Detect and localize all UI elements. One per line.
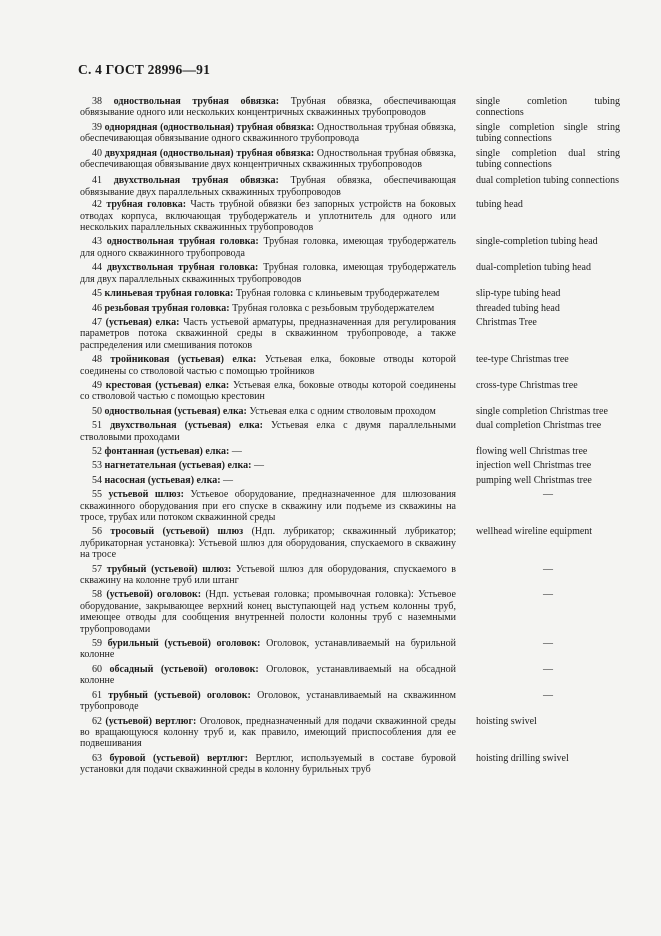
term-name: фонтанная (устьевая) елка: xyxy=(104,445,230,457)
term-text: Устьевая елка с одним стволовым проходом xyxy=(246,405,436,417)
term-text: Устьевой шлюз для оборудования, спускаемого в скважину на колонне труб или штанг xyxy=(80,563,456,587)
term-entry xyxy=(80,317,620,351)
term-entry xyxy=(80,638,620,661)
term-definition xyxy=(80,96,456,119)
term-text: Вертлюг, используемый в составе буровой установки для подачи скважинной среды в колонну бурильных труб xyxy=(80,752,456,776)
term-name: буровой (устьевой) вертлюг: xyxy=(109,752,249,764)
term-name: двухствольная трубная головка: xyxy=(106,262,259,274)
term-definition xyxy=(80,589,456,635)
term-entry xyxy=(80,148,620,171)
term-english: Christmas Tree xyxy=(476,316,537,328)
term-definition xyxy=(80,420,456,443)
term-definition xyxy=(80,638,456,661)
term-text: Оголовок, устанавливаемый на скважинном трубопроводе xyxy=(80,689,456,713)
term-definition xyxy=(80,122,456,145)
term-text: (Ндп. устьевая головка; промывочная головка): Устьевое оборудование, закрывающее верхний конец выступающей над устьем колонны труб, имеющее отводы для сообщения внутренней полости колонны труб с наземными трубопроводами xyxy=(80,589,456,635)
term-english: cross-type Christmas tree xyxy=(476,379,578,391)
term-entry xyxy=(80,303,620,314)
term-definition xyxy=(80,716,456,750)
term-name: (устьевой) вертлюг: xyxy=(105,715,197,727)
term-number: 56 xyxy=(92,526,111,538)
term-definition xyxy=(80,317,456,351)
term-entry xyxy=(80,96,620,119)
term-number: 45 xyxy=(92,288,105,300)
term-english: — xyxy=(543,589,553,601)
term-definition xyxy=(80,303,456,314)
term-english: tubing head xyxy=(476,199,523,211)
term-english: slip-type tubing head xyxy=(476,288,561,300)
term-definition xyxy=(80,475,456,486)
term-definition xyxy=(80,199,456,233)
term-number: 50 xyxy=(92,405,105,417)
term-name: (устьевая) елка: xyxy=(105,316,180,328)
term-definition xyxy=(80,664,456,687)
term-definition xyxy=(80,446,456,457)
term-entry xyxy=(80,380,620,403)
term-entry xyxy=(80,288,620,299)
term-text: Устьевое оборудование, предназначенное для шлюзования скважинного оборудования при его спуске в скважину или подъеме из скважины на тросе, трубах или потоком скважинной среды xyxy=(80,489,457,523)
term-name: устьевой шлюз: xyxy=(108,489,184,501)
term-english: single completion Christmas tree xyxy=(476,405,608,417)
term-english: dual completion tubing connections xyxy=(476,175,620,187)
term-name: (устьевой) оголовок: xyxy=(106,589,202,601)
term-number: 61 xyxy=(92,689,109,701)
term-definition xyxy=(80,460,456,471)
term-entry xyxy=(80,199,620,233)
term-entry xyxy=(80,175,620,198)
term-number: 51 xyxy=(92,420,111,432)
term-number: 63 xyxy=(92,752,110,764)
term-english: hoisting drilling swivel xyxy=(476,752,569,764)
term-text: Устьевая елка с двумя параллельными стволовыми проходами xyxy=(80,420,456,443)
term-text: Трубная головка с резьбовым трубодержателем xyxy=(229,302,435,314)
term-english: injection well Christmas tree xyxy=(476,460,592,472)
term-text: Устьевая елка, боковые отводы которой соединены со стволовой частью с помощью тройников xyxy=(80,354,456,377)
term-text: Часть устьевой арматуры, предназначенная для регулирования параметров потока скважинной среды в скважинном трубопроводе, а также распределения или смешивания потоков xyxy=(80,316,457,351)
term-name: крестовая (устьевая) елка: xyxy=(105,379,230,391)
term-number: 62 xyxy=(92,715,106,727)
term-entry xyxy=(80,460,620,471)
term-text: Оголовок, предназначенный для подачи скважинной среды во вращающуюся колонну труб и, как правило, имеющий приспособления для ее подвешивания xyxy=(80,715,457,750)
term-english: — xyxy=(543,689,553,701)
term-name: одноствольная трубная головка: xyxy=(106,236,259,248)
term-number: 44 xyxy=(92,262,107,274)
term-entry xyxy=(80,420,620,443)
term-number: 40 xyxy=(92,147,105,159)
term-definition xyxy=(80,288,456,299)
term-number: 60 xyxy=(92,663,110,675)
term-english: tee-type Christmas tree xyxy=(476,354,569,366)
term-english: hoisting swivel xyxy=(476,715,537,727)
term-definition xyxy=(80,175,456,198)
term-number: 46 xyxy=(92,302,105,314)
term-name: клиньевая трубная головка: xyxy=(104,288,234,300)
term-english: — xyxy=(543,638,553,650)
term-number: 48 xyxy=(92,354,111,366)
term-name: тросовый (устьевой) шлюз xyxy=(110,526,244,538)
term-entry xyxy=(80,690,620,713)
term-number: 41 xyxy=(92,175,114,187)
term-english: dual completion Christmas tree xyxy=(476,420,602,432)
term-number: 53 xyxy=(92,460,105,472)
term-definition xyxy=(80,489,456,523)
term-text: Часть трубной обвязки без запорных устройств на боковых отводах корпуса, включающая трубодержатель и уплотнитель для одного или нескольких параллельных скважинных трубопроводов xyxy=(80,199,457,234)
term-definition xyxy=(80,564,456,587)
term-list xyxy=(80,96,620,776)
term-text: Устьевая елка, боковые отводы которой соединены со стволовой частью с помощью крестовин xyxy=(80,379,456,403)
term-name: насосная (устьевая) елка: xyxy=(104,474,221,486)
term-english: wellhead wireline equipment xyxy=(476,526,593,538)
term-text: Одноствольная трубная обвязка, обеспечивающая обвязывание двух концентричных скважинных трубопроводов xyxy=(80,147,456,171)
term-number: 39 xyxy=(92,121,105,133)
term-entry xyxy=(80,589,620,635)
term-entry xyxy=(80,475,620,486)
term-entry xyxy=(80,236,620,259)
page-header: С. 4 ГОСТ 28996—91 xyxy=(78,62,211,77)
term-name: тройниковая (устьевая) елка: xyxy=(110,354,257,366)
term-english: single completion dual string tubing connections xyxy=(476,147,620,171)
term-entry xyxy=(80,716,620,750)
term-name: бурильный (устьевой) оголовок: xyxy=(107,638,261,650)
term-number: 54 xyxy=(92,474,105,486)
term-text: Трубная головка с клиньевым трубодержателем xyxy=(233,288,440,300)
term-entry xyxy=(80,122,620,145)
term-number: 38 xyxy=(92,96,114,107)
term-text: Одноствольная трубная обвязка, обеспечивающая обвязывание одного скважинного трубопровода xyxy=(80,121,456,145)
term-english: — xyxy=(543,489,553,501)
term-number: 47 xyxy=(92,316,106,328)
term-number: 58 xyxy=(92,589,107,601)
term-name: двухствольная (устьевая) елка: xyxy=(110,420,263,432)
term-definition xyxy=(80,236,456,259)
term-name: двухствольная трубная обвязка: xyxy=(113,175,279,187)
term-text: Трубная головка, имеющая трубодержатель для двух параллельных скважинных трубопроводов xyxy=(80,262,456,285)
term-entry xyxy=(80,526,620,560)
term-english: — xyxy=(543,563,553,575)
term-entry xyxy=(80,406,620,417)
term-name: одноствольная трубная обвязка: xyxy=(113,96,280,107)
term-definition xyxy=(80,406,456,417)
term-text: Трубная головка, имеющая трубодержатель для одного скважинного трубопровода xyxy=(80,236,456,259)
term-name: одноствольная (устьевая) елка: xyxy=(104,405,247,417)
term-name: однорядная (одноствольная) трубная обвязка: xyxy=(104,121,315,133)
term-text: Трубная обвязка, обеспечивающая обвязывание одного или нескольких концентричных скважинных трубопроводов xyxy=(80,96,457,119)
term-english: flowing well Christmas tree xyxy=(476,445,588,457)
term-definition xyxy=(80,753,456,776)
term-english: single-completion tubing head xyxy=(476,236,598,248)
term-number: 42 xyxy=(92,199,107,211)
term-name: нагнетательная (устьевая) елка: xyxy=(104,460,252,472)
term-name: трубная головка: xyxy=(106,199,187,211)
term-number: 52 xyxy=(92,445,105,457)
term-english: pumping well Christmas tree xyxy=(476,474,592,486)
term-text: (Ндп. лубрикатор; скважинный лубрикатор; лубрикаторная установка): Устьевой шлюз для оборудования, спускаемого в скважину на тросе xyxy=(80,526,456,561)
term-entry xyxy=(80,262,620,285)
term-text: — xyxy=(229,445,242,457)
term-text: — xyxy=(251,460,264,472)
term-number: 57 xyxy=(92,563,107,575)
term-definition xyxy=(80,380,456,403)
term-name: трубный (устьевой) оголовок: xyxy=(108,689,251,701)
term-english: dual-completion tubing head xyxy=(476,262,591,274)
term-entry xyxy=(80,753,620,776)
term-english: threaded tubing head xyxy=(476,302,560,314)
term-definition xyxy=(80,526,456,560)
term-name: обсадный (устьевой) оголовок: xyxy=(109,663,259,675)
term-text: — xyxy=(220,474,234,486)
term-english: single completion single string tubing connections xyxy=(476,121,620,145)
term-english: single comletion tubing connections xyxy=(476,96,620,119)
term-text: Оголовок, устанавливаемый на бурильной колонне xyxy=(80,638,457,661)
term-number: 59 xyxy=(92,638,108,650)
term-text: Оголовок, устанавливаемый на обсадной колонне xyxy=(80,663,457,687)
term-entry xyxy=(80,354,620,377)
term-entry xyxy=(80,564,620,587)
term-number: 43 xyxy=(92,236,107,248)
term-name: трубный (устьевой) шлюз: xyxy=(106,563,232,575)
term-definition xyxy=(80,354,456,377)
term-number: 55 xyxy=(92,489,109,501)
term-definition xyxy=(80,148,456,171)
term-english: — xyxy=(543,663,553,675)
term-definition xyxy=(80,262,456,285)
term-name: резьбовая трубная головка: xyxy=(104,302,230,314)
term-entry xyxy=(80,446,620,457)
term-number: 49 xyxy=(92,379,106,391)
term-entry xyxy=(80,489,620,523)
term-definition xyxy=(80,690,456,713)
term-name: двухрядная (одноствольная) трубная обвязка: xyxy=(104,147,315,159)
term-entry xyxy=(80,664,620,687)
term-text: Трубная обвязка, обеспечивающая обвязывание двух параллельных скважинных трубопроводов xyxy=(80,175,457,198)
